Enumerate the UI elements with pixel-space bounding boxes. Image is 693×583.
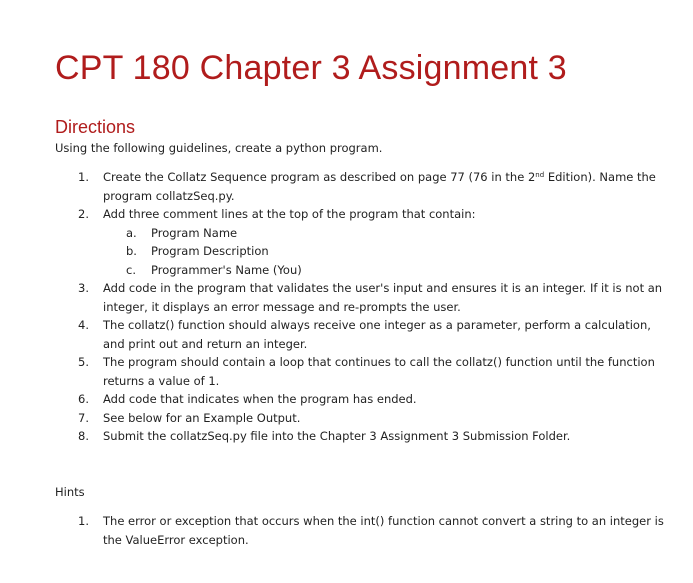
sub-list [103, 224, 665, 280]
item-text: Add three comment lines at the top of the program that contain: [103, 207, 476, 221]
sub-item-text: Programmer's Name (You) [151, 262, 302, 277]
list-item [0, 409, 693, 428]
item-number: 5. [78, 355, 89, 369]
list-item [0, 316, 693, 353]
item-text: The program should contain a loop that continues to call the collatz() function until the function returns a value of 1. [103, 355, 655, 388]
item-text: The collatz() function should always receive one integer as a parameter, perform a calculation, and print out and return an integer. [103, 318, 651, 351]
item-text: The error or exception that occurs when the int() function cannot convert a string to an integer is the ValueError exception. [103, 514, 664, 547]
list-item [0, 205, 693, 279]
intro-text: Using the following guidelines, create a python program. [55, 141, 383, 155]
item-number: 1. [78, 170, 89, 184]
list-item [0, 279, 693, 316]
list-item [0, 168, 693, 205]
sub-list-item [103, 261, 665, 280]
page-title: CPT 180 Chapter 3 Assignment 3 [55, 49, 567, 87]
sub-item-text: Program Description [151, 244, 269, 258]
item-text: Add code in the program that validates the user's input and ensures it is an integer. If it is not an integer, it displays an error message and re-prompts the user. [103, 281, 663, 314]
item-text: See below for an Example Output. [103, 410, 301, 425]
directions-list [0, 168, 693, 446]
sub-item-text: Program Name [151, 225, 238, 240]
item-number: 3. [78, 281, 89, 295]
list-item [0, 390, 693, 409]
sub-item-letter: b. [126, 244, 137, 258]
list-item [0, 427, 693, 446]
item-number: 1. [78, 514, 89, 528]
hints-list [0, 512, 693, 549]
item-text: Submit the collatzSeq.py file into the Chapter 3 Assignment 3 Submission Folder. [103, 429, 571, 443]
item-number: 4. [78, 318, 89, 332]
directions-heading: Directions [55, 117, 136, 137]
item-text: Add code that indicates when the program has ended. [103, 392, 417, 406]
sub-list-item [103, 224, 665, 243]
superscript: nd [535, 171, 545, 179]
item-number: 6. [78, 392, 89, 406]
sub-list-item [103, 242, 665, 261]
list-item [0, 512, 693, 549]
item-number: 7. [78, 410, 89, 425]
list-item [0, 353, 693, 390]
item-number: 8. [78, 429, 89, 443]
item-text: Create the Collatz Sequence program as described on page 77 (76 in the 2nd Edition). Name the program collatzSeq.py. [103, 170, 656, 203]
sub-item-letter: c. [126, 262, 136, 277]
item-number: 2. [78, 207, 89, 221]
hints-heading: Hints [55, 485, 85, 499]
sub-item-letter: a. [126, 225, 137, 240]
